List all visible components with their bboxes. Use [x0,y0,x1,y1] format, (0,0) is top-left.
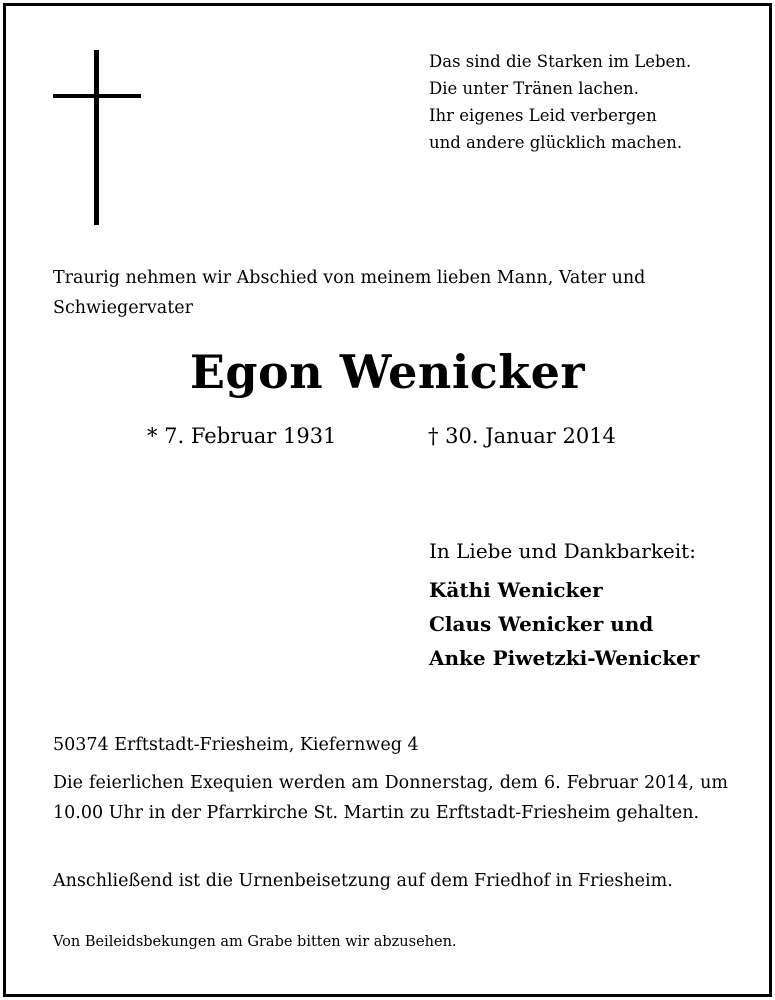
mourners-list [429,573,699,675]
poem-line: Ihr eigenes Leid verbergen [429,106,657,125]
mourners-heading: In Liebe und Dankbarkeit: [429,539,696,563]
service-paragraph: Die feierlichen Exequien werden am Donnerstag, dem 6. Februar 2014, um 10.00 Uhr in der Pfarrkirche St. Martin zu Erftstadt-Friesheim gehalten. [53,773,728,823]
deceased-name: Egon Wenicker [189,345,586,399]
intro-text: Traurig nehmen wir Abschied von meinem lieben Mann, Vater und Schwiegervater [53,268,646,318]
poem [429,48,749,156]
poem-line: Das sind die Starken im Leben. [429,52,692,71]
address: 50374 Erftstadt-Friesheim, Kiefernweg 4 [53,735,419,755]
poem-line: und andere glücklich machen. [429,133,683,152]
cross-icon [53,50,141,225]
birth-date: * 7. Februar 1931 [147,424,337,448]
mourner-name: Käthi Wenicker [429,578,603,602]
condolence-note: Von Beileidsbekungen am Grabe bitten wir abzusehen. [53,934,457,950]
burial-paragraph: Anschließend ist die Urnenbeisetzung auf dem Friedhof in Friesheim. [53,871,673,891]
death-date: † 30. Januar 2014 [428,424,616,448]
poem-line: Die unter Tränen lachen. [429,79,639,98]
mourner-name: Claus Wenicker und [429,612,654,636]
mourner-name: Anke Piwetzki-Wenicker [429,646,700,670]
